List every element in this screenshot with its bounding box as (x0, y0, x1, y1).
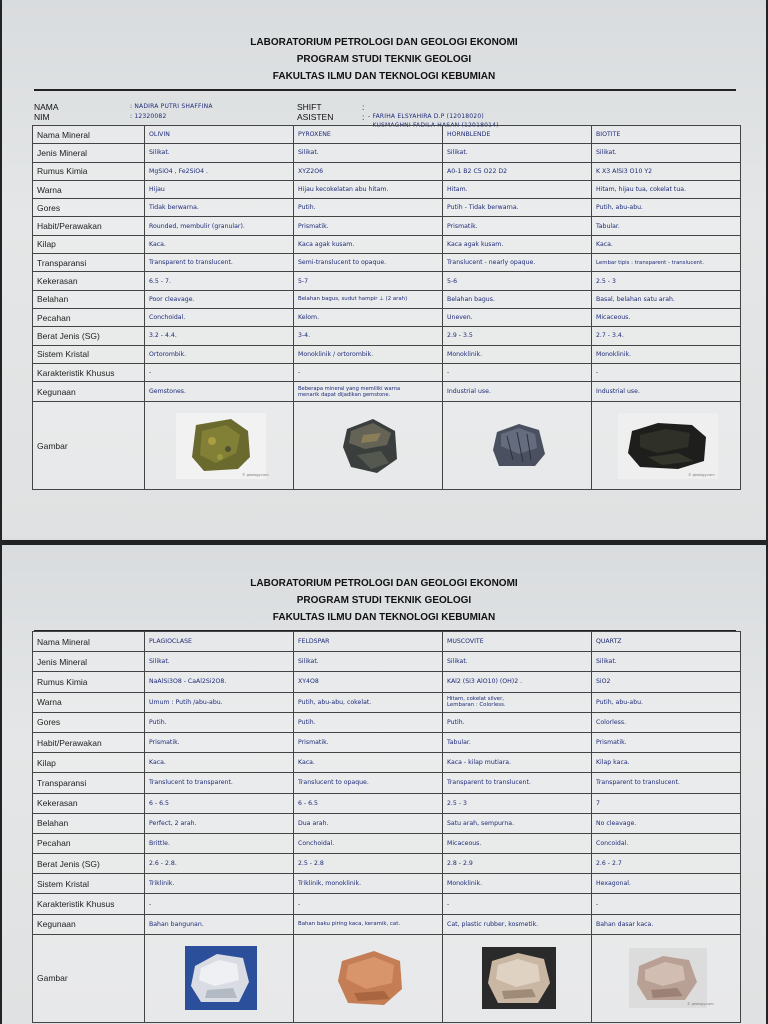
image-cell (592, 934, 741, 1022)
table-row (33, 144, 741, 162)
cell: 2.6 - 2.7 (592, 854, 741, 874)
cell: Brittle. (145, 833, 294, 853)
cell: Kaca. (592, 235, 741, 253)
cell: Triklinik, monoklinik. (294, 874, 443, 894)
cell: 6.5 - 7. (145, 272, 294, 290)
cell: Prismatik. (294, 732, 443, 752)
cell: Putih, abu-abu. (592, 199, 741, 217)
asisten-label: ASISTEN (297, 112, 334, 122)
cell: Concoidal. (592, 833, 741, 853)
row-label: Jenis Mineral (33, 144, 145, 162)
header-lab: LABORATORIUM PETROLOGI DAN GEOLOGI EKONOMI (250, 37, 518, 48)
row-label: Habit/Perawakan (33, 217, 145, 235)
cell: Monoklinik. (443, 874, 592, 894)
cell: Colorless. (592, 712, 741, 732)
row-label: Belahan (33, 290, 145, 308)
cell: Translucent - nearly opaque. (443, 254, 592, 272)
cell: 7 (592, 793, 741, 813)
cell: A0-1 B2 C5 O22 D2 (443, 162, 592, 180)
table-row (33, 894, 741, 914)
cell: Gemstones. (145, 382, 294, 402)
cell: Putih, abu-abu. (592, 692, 741, 712)
cell: Putih - Tidak berwarna. (443, 199, 592, 217)
feldspar-photo (334, 947, 406, 1009)
cell: Perfect, 2 arah. (145, 813, 294, 833)
cell-line: Beberapa mineral yang memiliki warna (298, 385, 401, 392)
cell: Bahan dasar kaca. (592, 914, 741, 934)
cell: Tabular. (592, 217, 741, 235)
row-label: Jenis Mineral (33, 652, 145, 672)
cell: 6 - 6.5 (294, 793, 443, 813)
cell: Silikat. (145, 144, 294, 162)
cell: Kelom. (294, 308, 443, 326)
image-cell (294, 934, 443, 1022)
cell: 2.5 - 3 (443, 793, 592, 813)
pyroxene-photo (337, 415, 403, 477)
row-label: Kegunaan (33, 382, 145, 402)
image-cell (145, 402, 294, 490)
row-label: Nama Mineral (33, 632, 145, 652)
cell: Hijau (145, 180, 294, 198)
header-lab: LABORATORIUM PETROLOGI DAN GEOLOGI EKONOMI (250, 578, 518, 589)
cell: 2.9 - 3.5 (443, 327, 592, 345)
cell: Uneven. (443, 308, 592, 326)
cell: 5-7 (294, 272, 443, 290)
cell: Cat, plastic rubber, kosmetik. (443, 914, 592, 934)
table-row (33, 126, 741, 144)
cell: - (443, 894, 592, 914)
cell: Triklinik. (145, 874, 294, 894)
cell: Prismatik. (294, 217, 443, 235)
cell: Kaca. (145, 235, 294, 253)
cell: - (592, 363, 741, 381)
cell: Micaceous. (443, 833, 592, 853)
cell: 2.5 - 3 (592, 272, 741, 290)
row-label: Habit/Perawakan (33, 732, 145, 752)
cell: Transparent to translucent. (443, 773, 592, 793)
header-program: PROGRAM STUDI TEKNIK GEOLOGI (296, 595, 472, 606)
table-row (33, 753, 741, 773)
cell: 2.7 - 3.4. (592, 327, 741, 345)
cell: Prismatik. (592, 732, 741, 752)
plagioclase-photo (185, 946, 257, 1010)
cell: Translucent to opaque. (294, 773, 443, 793)
row-label: Gores (33, 712, 145, 732)
cell-line: Lembaran : Colorless. (447, 702, 506, 709)
cell: 2.8 - 2.9 (443, 854, 592, 874)
row-label: Karakteristik Khusus (33, 894, 145, 914)
cell: K X3 AlSi3 O10 Y2 (592, 162, 741, 180)
cell: Tidak berwarna. (145, 199, 294, 217)
cell: Tabular. (443, 732, 592, 752)
row-label: Sistem Kristal (33, 345, 145, 363)
cell: Belahan bagus, sudut hampir ⊥ (2 arah) (294, 290, 443, 308)
cell: BIOTITE (592, 126, 741, 144)
worksheet-page-1 (2, 0, 766, 540)
row-label: Karakteristik Khusus (33, 363, 145, 381)
olivine-photo (176, 413, 269, 479)
header-program: PROGRAM STUDI TEKNIK GEOLOGI (296, 54, 472, 65)
cell: Translucent to transparent. (145, 773, 294, 793)
cell: Silikat. (592, 652, 741, 672)
cell (294, 382, 443, 402)
cell: Hijau kecokelatan abu hitam. (294, 180, 443, 198)
row-label: Kegunaan (33, 914, 145, 934)
cell-line: Hitam, cokelat silver, (447, 696, 505, 703)
table-row (33, 235, 741, 253)
row-label: Gambar (33, 402, 145, 490)
cell: Kaca - kilap mutiara. (443, 753, 592, 773)
table-row (33, 813, 741, 833)
image-cell (443, 402, 592, 490)
table-row (33, 345, 741, 363)
header-faculty: FAKULTAS ILMU DAN TEKNOLOGI KEBUMIAN (272, 71, 496, 82)
cell: Semi-translucent to opaque. (294, 254, 443, 272)
worksheet-page-2 (2, 545, 766, 1024)
header-divider (34, 89, 736, 91)
cell: Prismatik. (443, 217, 592, 235)
cell: 3.2 - 4.4. (145, 327, 294, 345)
cell: Kaca. (145, 753, 294, 773)
cell: Basal, belahan satu arah. (592, 290, 741, 308)
cell: PLAGIOCLASE (145, 632, 294, 652)
table-row (33, 773, 741, 793)
cell: Putih. (145, 712, 294, 732)
row-label: Rumus Kimia (33, 672, 145, 692)
table-row (33, 402, 741, 490)
cell: Industrial use. (443, 382, 592, 402)
shift-label: SHIFT (297, 102, 322, 112)
table-row (33, 199, 741, 217)
table-row (33, 732, 741, 752)
cell: Dua arah. (294, 813, 443, 833)
cell: Umum : Putih /abu-abu. (145, 692, 294, 712)
cell: 2.5 - 2.8 (294, 854, 443, 874)
cell (443, 692, 592, 712)
image-cell (145, 934, 294, 1022)
shift-value: : (362, 102, 365, 112)
cell: OLIVIN (145, 126, 294, 144)
quartz-photo (629, 948, 714, 1008)
cell: MUSCOVITE (443, 632, 592, 652)
cell: 6 - 6.5 (145, 793, 294, 813)
cell: Conchoidal. (294, 833, 443, 853)
cell: XYZ2O6 (294, 162, 443, 180)
row-label: Berat Jenis (SG) (33, 327, 145, 345)
cell: Bahan baku piring kaca, keramik, cat. (294, 914, 443, 934)
cell: Micaceous. (592, 308, 741, 326)
row-label: Pecahan (33, 308, 145, 326)
cell: Industrial use. (592, 382, 741, 402)
table-row (33, 934, 741, 1022)
nim-label: NIM (34, 112, 50, 122)
cell: - (592, 894, 741, 914)
table-row (33, 308, 741, 326)
table-row (33, 692, 741, 712)
cell: Kaca. (294, 753, 443, 773)
table-row (33, 793, 741, 813)
asisten-colon: : (362, 112, 365, 122)
mineral-table-1 (32, 125, 741, 490)
row-label: Transparansi (33, 773, 145, 793)
cell: Hitam, hijau tua, cokelat tua. (592, 180, 741, 198)
biotite-photo (618, 413, 718, 479)
row-label: Gambar (33, 934, 145, 1022)
cell: FELDSPAR (294, 632, 443, 652)
image-caption: © geology.com (687, 1002, 714, 1007)
cell: Transparent to translucent. (145, 254, 294, 272)
row-label: Warna (33, 692, 145, 712)
cell: Silikat. (145, 652, 294, 672)
cell: Silikat. (443, 144, 592, 162)
cell: Rounded, membulir (granular). (145, 217, 294, 235)
row-label: Kilap (33, 753, 145, 773)
table-row (33, 833, 741, 853)
row-label: Gores (33, 199, 145, 217)
cell: Putih. (294, 712, 443, 732)
image-cell (294, 402, 443, 490)
asisten-2: - KUSMAGHNI FADILA HASAN (12018014) (368, 122, 499, 129)
row-label: Rumus Kimia (33, 162, 145, 180)
cell: Kaca agak kusam. (294, 235, 443, 253)
cell: Kilap kaca. (592, 753, 741, 773)
row-label: Kilap (33, 235, 145, 253)
table-row (33, 162, 741, 180)
cell-line: menarik dapat dijadikan gemstone. (298, 391, 391, 398)
nama-value: : NADIRA PUTRI SHAFFINA (130, 103, 213, 110)
cell: Belahan bagus. (443, 290, 592, 308)
cell: MgSiO4 , Fe2SiO4 . (145, 162, 294, 180)
cell: Poor cleavage. (145, 290, 294, 308)
cell: Monoklinik / ortorombik. (294, 345, 443, 363)
cell: HORNBLENDE (443, 126, 592, 144)
table-row (33, 290, 741, 308)
row-label: Kekerasan (33, 793, 145, 813)
cell: Silikat. (443, 652, 592, 672)
cell: Transparent to translucent. (592, 773, 741, 793)
cell: PYROXENE (294, 126, 443, 144)
table-row (33, 632, 741, 652)
row-label: Belahan (33, 813, 145, 833)
cell: - (443, 363, 592, 381)
table-row (33, 914, 741, 934)
cell: Hexagonal. (592, 874, 741, 894)
table-row (33, 652, 741, 672)
cell: SiO2 (592, 672, 741, 692)
mineral-table-2 (32, 631, 741, 1023)
cell: - (145, 894, 294, 914)
row-label: Berat Jenis (SG) (33, 854, 145, 874)
cell: Prismatik. (145, 732, 294, 752)
cell: - (294, 363, 443, 381)
nama-label: NAMA (34, 102, 59, 112)
cell: Putih. (294, 199, 443, 217)
table-row (33, 327, 741, 345)
row-label: Transparansi (33, 254, 145, 272)
cell: Putih, abu-abu, cokelat. (294, 692, 443, 712)
page-header (2, 0, 766, 85)
cell: Conchoidal. (145, 308, 294, 326)
page-header (2, 545, 766, 626)
row-label: Pecahan (33, 833, 145, 853)
image-cell (592, 402, 741, 490)
image-caption: © geology.com (688, 472, 715, 477)
muscovite-photo (482, 947, 556, 1009)
cell: Monoklinik. (592, 345, 741, 363)
cell: Satu arah, sempurna. (443, 813, 592, 833)
row-label: Kekerasan (33, 272, 145, 290)
cell: QUARTZ (592, 632, 741, 652)
row-label: Nama Mineral (33, 126, 145, 144)
cell: Lembar tipis : transparent - translucent. (592, 254, 741, 272)
hornblende-photo (489, 420, 549, 472)
cell: Bahan bangunan. (145, 914, 294, 934)
cell: No cleavage. (592, 813, 741, 833)
cell: Silikat. (294, 144, 443, 162)
table-row (33, 272, 741, 290)
table-row (33, 854, 741, 874)
cell: 3-4. (294, 327, 443, 345)
cell: KAl2 (Si3 AlO10) (OH)2 . (443, 672, 592, 692)
cell: Ortorombik. (145, 345, 294, 363)
table-row (33, 712, 741, 732)
cell: Monoklinik. (443, 345, 592, 363)
cell: Silikat. (592, 144, 741, 162)
cell: Silikat. (294, 652, 443, 672)
table-row (33, 180, 741, 198)
row-label: Sistem Kristal (33, 874, 145, 894)
image-caption: © geology.com (242, 472, 269, 477)
table-row (33, 363, 741, 381)
asisten-1: - FARIHA ELSYAHIRA D.P (12018020) (368, 113, 484, 120)
row-label: Warna (33, 180, 145, 198)
cell: 5-6 (443, 272, 592, 290)
cell: - (294, 894, 443, 914)
table-row (33, 874, 741, 894)
table-row (33, 672, 741, 692)
table-row (33, 254, 741, 272)
cell: Putih. (443, 712, 592, 732)
cell: XY4O8 (294, 672, 443, 692)
cell: Hitam. (443, 180, 592, 198)
header-faculty: FAKULTAS ILMU DAN TEKNOLOGI KEBUMIAN (272, 612, 496, 623)
table-row (33, 217, 741, 235)
cell: 2.6 - 2.8. (145, 854, 294, 874)
image-cell (443, 934, 592, 1022)
cell: Kaca agak kusam. (443, 235, 592, 253)
table-row (33, 382, 741, 402)
cell: - (145, 363, 294, 381)
nim-value: : 12320082 (130, 113, 167, 120)
cell: NaAlSi3O8 - CaAl2Si2O8. (145, 672, 294, 692)
